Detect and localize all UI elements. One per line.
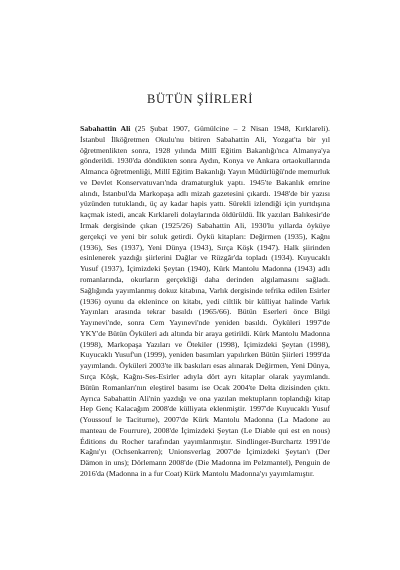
author-name: Sabahattin Ali xyxy=(80,124,131,133)
page-title: BÜTÜN ŞİİRLERİ xyxy=(147,92,253,106)
biography-text: (25 Şubat 1907, Gümülcine – 2 Nisan 1948, Kırklareli). İstanbul İlköğretmen Okulu'nu bitiren Sabahattin Ali, Yozgat'ta bir yıl öğretmenlikten sonra, 1928 yılında Millî Eğitim Bakanlığı'nca Almanya'ya gönderildi. 1930'da döndükten sonra Aydın, Konya ve Ankara ortaokullarında Almanca öğretmenliği, Millî Eğitim Bakanlığı Yayın Müdürlüğü'nde memurluk ve Devlet Konservatuvarı'nda dramaturgluk yaptı. 1945'te Bakanlık emrine alındı, İstanbul'da Markopaşa adlı mizah gazetesini çıkardı. 1948'de bir yazısı yüzünden tutuklandı, üç ay kadar hapis yattı. Sürekli izlendiği için yurtdışına kaçmak istedi, ancak Kırklareli dolaylarında öldürüldü. İlk yazıları Balıkesir'de Irmak dergisinde çıkan (1925/26) Sabahattin Ali, 1930'lu yıllarda öyküye gerçekçi ve yeni bir soluk getirdi. Öykü kitapları: Değirmen (1935), Kağnı (1936), Ses (1937), Yeni Dünya (1943), Sırça Köşk (1947). Halk şiirinden esinlenerek yazdığı şiirlerini Dağlar ve Rüzgâr'da topladı (1934). Kuyucaklı Yusuf (1937), İçimizdeki Şeytan (1940), Kürk Mantolu Madonna (1943) adlı romanlarında, okurların gerçekliği daha derinden algılamasını sağladı. Sağlığında yayımlanmış dokuz kitabına, Varlık dergisinde tefrika edilen Esirler (1936) oyunu da eklenince on kitabı, yedi ciltlik bir külliyat halinde Varlık Yayınları arasında tekrar basıldı (1965/66). Bütün Eserleri önce Bilgi Yayınevi'nde, sonra Cem Yayınevi'nde yeniden basıldı. Öyküleri 1997'de YKY'de Bütün Öyküleri adı altında bir araya getirildi. Kürk Mantolu Madonna (1998), Markopaşa Yazıları ve Ötekiler (1998), İçimizdeki Şeytan (1998), Kuyucaklı Yusuf'un (1999), yeniden basımları yapılırken Bütün Şiirleri 1999'da yayımlandı. Öyküleri 2003'te ilk baskıları esas alınarak Değirmen, Yeni Dünya, Sırça Köşk, Kağnı-Ses-Esirler adıyla dört ayrı kitaplar olarak yayımlandı. Bütün Romanları'nın eleştirel basımı ise Ocak 2004'te Delta dizisinden çıktı. Ayrıca Sabahattin Ali'nin yazdığı ve ona yazılan mektupların toplandığı kitap Hep Genç Kalacağım 2008'de külliyata eklenmiştir. 1997'de Kuyucaklı Yusuf (Youssouf le Taciturne), 2007'de Kürk Mantolu Madonna (La Madone au manteau de Fourrure), 2008'de İçimizdeki Şeytan (Le Diable qui est en nous) Éditions du Rocher tarafından yayımlanmıştır. Sindlinger-Burchartz 1991'de Kağnı'yı (Ochsenkarren); Unionsverlag 2007'de İçimizdeki Şeytan'ı (Der Dämon in uns); Dörlemann 2008'de (Die Madonna im Pelzmantel), Penguin de 2016'da (Madonna in a fur Coat) Kürk Mantolu Madonna'yı yayımlamıştır. xyxy=(80,124,330,478)
author-biography xyxy=(80,124,330,480)
